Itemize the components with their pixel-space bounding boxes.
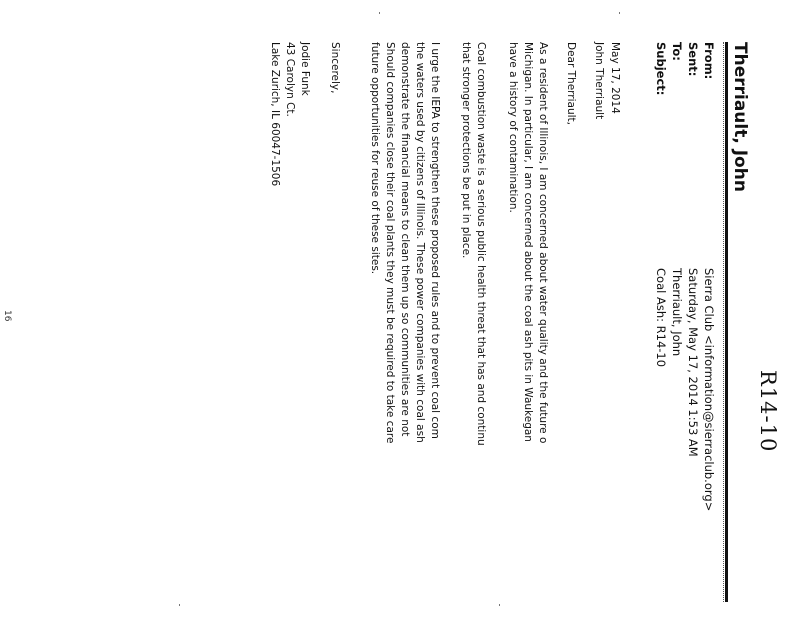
letter-salutation: Dear Therriault,: [565, 42, 577, 125]
letter-date: May 17, 2014: [609, 42, 621, 114]
paragraph-1-line-1: As a resident of Illinois, I am concerned about water quality and the future o: [537, 42, 549, 444]
paragraph-3-line-5: future opportunities for reuse of these sites.: [369, 42, 381, 275]
paragraph-1: [505, 42, 550, 602]
paragraph-3-line-1: I urge the IEPA to strengthen these proposed rules and to prevent coal com: [429, 42, 441, 439]
subject-value: Coal Ash: R14-10: [654, 268, 668, 368]
paragraph-3: [367, 42, 442, 602]
paragraph-2: [458, 42, 488, 602]
paragraph-3-line-4: Should companies close their coal plants they must be required to take care: [384, 42, 396, 444]
scan-speck: [179, 604, 180, 606]
page-number: 16: [2, 310, 12, 322]
letter-closing: Sincerely,: [329, 42, 341, 94]
paragraph-1-line-3: have a history of contamination.: [507, 42, 519, 213]
subject-label: Subject:: [654, 42, 668, 96]
paragraph-3-line-2: the waters used by citizens of Illinois. These power companies with coal ash: [414, 42, 426, 443]
header-rule-dots: [723, 42, 724, 602]
paragraph-1-line-2: Michigan. In particular, I am concerned about the coal ash pits in Waukegan: [522, 42, 534, 442]
document-number: R14-10: [756, 370, 780, 453]
paragraph-2-line-2: that stronger protections be put in place.: [460, 42, 472, 259]
header-rule: [725, 42, 728, 602]
to-value: Therriault, John: [670, 268, 684, 357]
sent-label: Sent:: [686, 42, 700, 77]
scan-speck: [499, 604, 500, 606]
signature-city: Lake Zurich, IL 60047-1506: [269, 42, 281, 187]
scan-speck: [619, 12, 620, 14]
sender-name-heading: Therriault, John: [730, 42, 750, 192]
from-value: Sierra Club <information@sierraclub.org>: [702, 268, 716, 512]
signature-street: 43 Carolyn Ct.: [284, 42, 296, 117]
sent-value: Saturday, May 17, 2014 1:53 AM: [686, 268, 700, 457]
to-label: To:: [670, 42, 684, 61]
signature-name: Jodie Funk: [299, 42, 311, 96]
scan-speck: [379, 12, 380, 14]
paragraph-2-line-1: Coal combustion waste is a serious public health threat that has and continu: [475, 42, 487, 446]
from-label: From:: [702, 42, 716, 80]
letter-recipient: John Therriault: [593, 42, 605, 120]
paragraph-3-line-3: demonstrate the financial means to clean them up so communities are not: [399, 42, 411, 437]
